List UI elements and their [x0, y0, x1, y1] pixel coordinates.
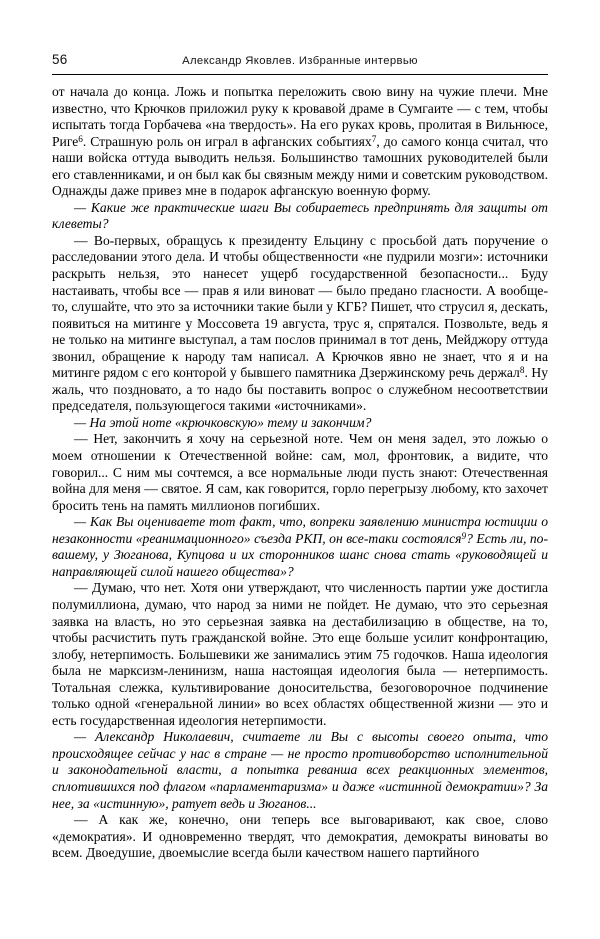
- running-head: Александр Яковлев. Избранные интервью: [182, 55, 418, 67]
- interview-question-paragraph: — Как Вы оцениваете тот факт, что, вопреки заявлению министра юстиции о незаконности «реанимационного» съезда РКП, он все-таки состоялся$^9$? Есть ли, по-вашему, у Зюганова, Купцова и их сторонников шанс снова стать «руководящей и направляющей силой нашего общества»?: [52, 514, 549, 579]
- header-rule: [52, 74, 548, 75]
- footnote-marker: 6: [78, 133, 83, 144]
- interview-answer-paragraph: — А как же, конечно, они теперь все выговаривают, как свое, слово «демократия». И одновременно твердят, что демократия, демократы виноваты во всем. Двоедушие, двоемыслие всегда были качеством нашего партийного: [52, 812, 548, 861]
- interview-answer-paragraph: от начала до конца. Ложь и попытка переложить свою вину на чужие плечи. Мне известно, что Крючков приложил руку к кровавой драме в Сумгаите — с тем, чтобы испытать тогда Горбачева «на твердость». На его руках кровь, пролитая в Вильнюсе, Риге$^6$. Страшную роль он играл в афганских событиях$^7$, до самого конца считал, что наши войска оттуда выводить нельзя. Большинство тамошних руководителей были его ставленниками, и он был как бы связным между ними и советским руководством. Однажды даже привез мне в подарок афганскую военную форму.: [52, 84, 548, 199]
- page-number: 56: [52, 52, 68, 67]
- footnote-marker: 7: [371, 133, 377, 144]
- interview-answer-paragraph: — Думаю, что нет. Хотя они утверждают, что численность партии уже достигла полумиллиона, думаю, что народ за ними не пойдет. Не думаю, что это серьезная заявка на власть, но это серьезная заявка на дестабилизацию в обществе, на то, чтобы расчистить путь гражданской войне. Это еще больше усилит конфронтацию, злобу, нетерпимость. Большевики же занимались этим 75 годочков. Наша идеология была не марксизм-ленинизм, наша настоящая идеология была — нетерпимость. Тотальная слежка, культивирование доносительства, безоговорочное подчинение только одной «генеральной линии» во всех областях общественной жизни — это и есть государственная идеология нетерпимости.: [52, 580, 548, 728]
- interview-answer-paragraph: — Нет, закончить я хочу на серьезной ноте. Чем он меня задел, это ложью о моем отношении к Отечественной войне: сам, мол, фронтовик, а видите, что говорил... С ним мы сочтемся, а все нормальные люди пусть знают: Отечественная война для меня — святое. Я сам, как говорится, горло перегрызу любому, кто захочет бросить тень на память миллионов погибших.: [52, 431, 548, 513]
- interview-question-paragraph: — Какие же практические шаги Вы собираетесь предпринять для защиты от клеветы?: [52, 199, 548, 232]
- body-text-column: [52, 84, 548, 862]
- footnote-marker: 8: [519, 365, 525, 376]
- interview-question-paragraph: — На этой ноте «крючковскую» тему и закончим?: [74, 414, 372, 430]
- interview-question-paragraph: — Александр Николаевич, считаете ли Вы с высоты своего опыта, что происходящее сейчас у нас в стране — не просто противоборство исполнительной и законодательной власти, а попытка реванша всех реакционных элементов, сплотившихся под флагом «парламентаризма» и даже «истинной демократии»? За нее, за «истинную», ратует ведь и Зюганов...: [52, 729, 548, 811]
- footnote-marker: 9: [461, 530, 467, 541]
- page-header: [52, 52, 548, 72]
- interview-answer-paragraph: — Во-первых, обращусь к президенту Ельцину с просьбой дать поручение о расследовании этого дела. И чтобы общественности «не пудрили мозги»: источники раскрыть нельзя, это нанесет ущерб государственной безопасности... Буду настаивать, чтобы все — прав я или виноват — было предано гласности. А вообще-то, слушайте, что это за источники такие были у КГБ? Пишет, что струсил я, дескать, появиться на митинге у Моссовета 19 августа, трус я, спрятался. Позвольте, ведь я не только на митинге выступал, а там послов принимал в тот день, Мейджору оттуда звонил, обращение к народу там написал. А Крючков явно не знает, что я и на митинге рядом с его конторой у бывшего памятника Дзержинскому речь держал$^8$. Ну жаль, что поздновато, а то надо бы поставить вопрос о служебном несоответствии председателя, пользующегося такими «источниками».: [52, 232, 548, 414]
